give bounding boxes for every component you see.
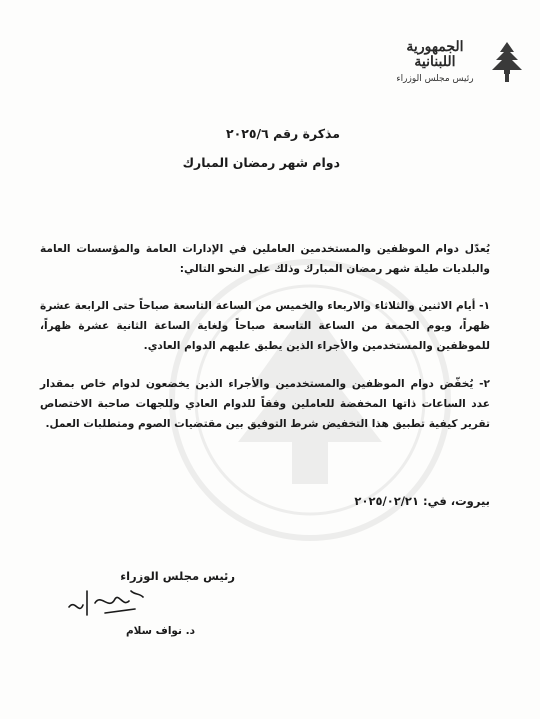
date-line: بيروت، في: ٢٠٢٥/٠٢/٢١ [354, 494, 490, 508]
signatory-name: د. نواف سلام [125, 625, 195, 637]
body-intro: يُعدّل دوام الموظفين والمستخدمين العاملين في الإدارات العامة والمؤسسات العامة والبلديات طيلة شهر رمضان المبارك وذلك على النحو التالي: [40, 243, 490, 275]
republic-line-2: اللبنانية [414, 54, 456, 70]
memo-number: مذكرة رقم ٢٠٢٥/٦ [226, 126, 340, 141]
letterhead-republic [390, 40, 480, 70]
letterhead-office: رئيس مجلس الوزراء [396, 74, 474, 84]
signatory-title: رئيس مجلس الوزراء [120, 569, 235, 583]
body-item-2: ٢- يُخفّض دوام الموظفين والمستخدمين والأجراء الذين يخضعون لدوام خاص بمقدار عدد الساعات ذاتها المخفضة للعاملين وفقاً للدوام العادي وللجهات صاحبة الاختصاص تقرير كيفية تطبيق هذا التخفيض شرط التوفيق بين مقتضيات الصوم ومتطلبات العمل. [40, 378, 490, 430]
body-item-1: ١- أيام الاثنين والثلاثاء والاربعاء والخميس من الساعة التاسعة صباحاً حتى الرابعة عشرة ظهراً، ويوم الجمعة من الساعة التاسعة صباحاً ولغاية الساعة الثانية عشرة ظهراً، للموظفين والمستخدمين والأجراء الذين يطبق عليهم الدوام العادي. [40, 300, 490, 352]
republic-line-1: الجمهورية [406, 39, 464, 55]
memo-subject: دوام شهر رمضان المبارك [182, 155, 340, 170]
handwritten-signature [65, 585, 145, 625]
letterhead [378, 40, 528, 90]
cedar-icon [486, 40, 528, 86]
